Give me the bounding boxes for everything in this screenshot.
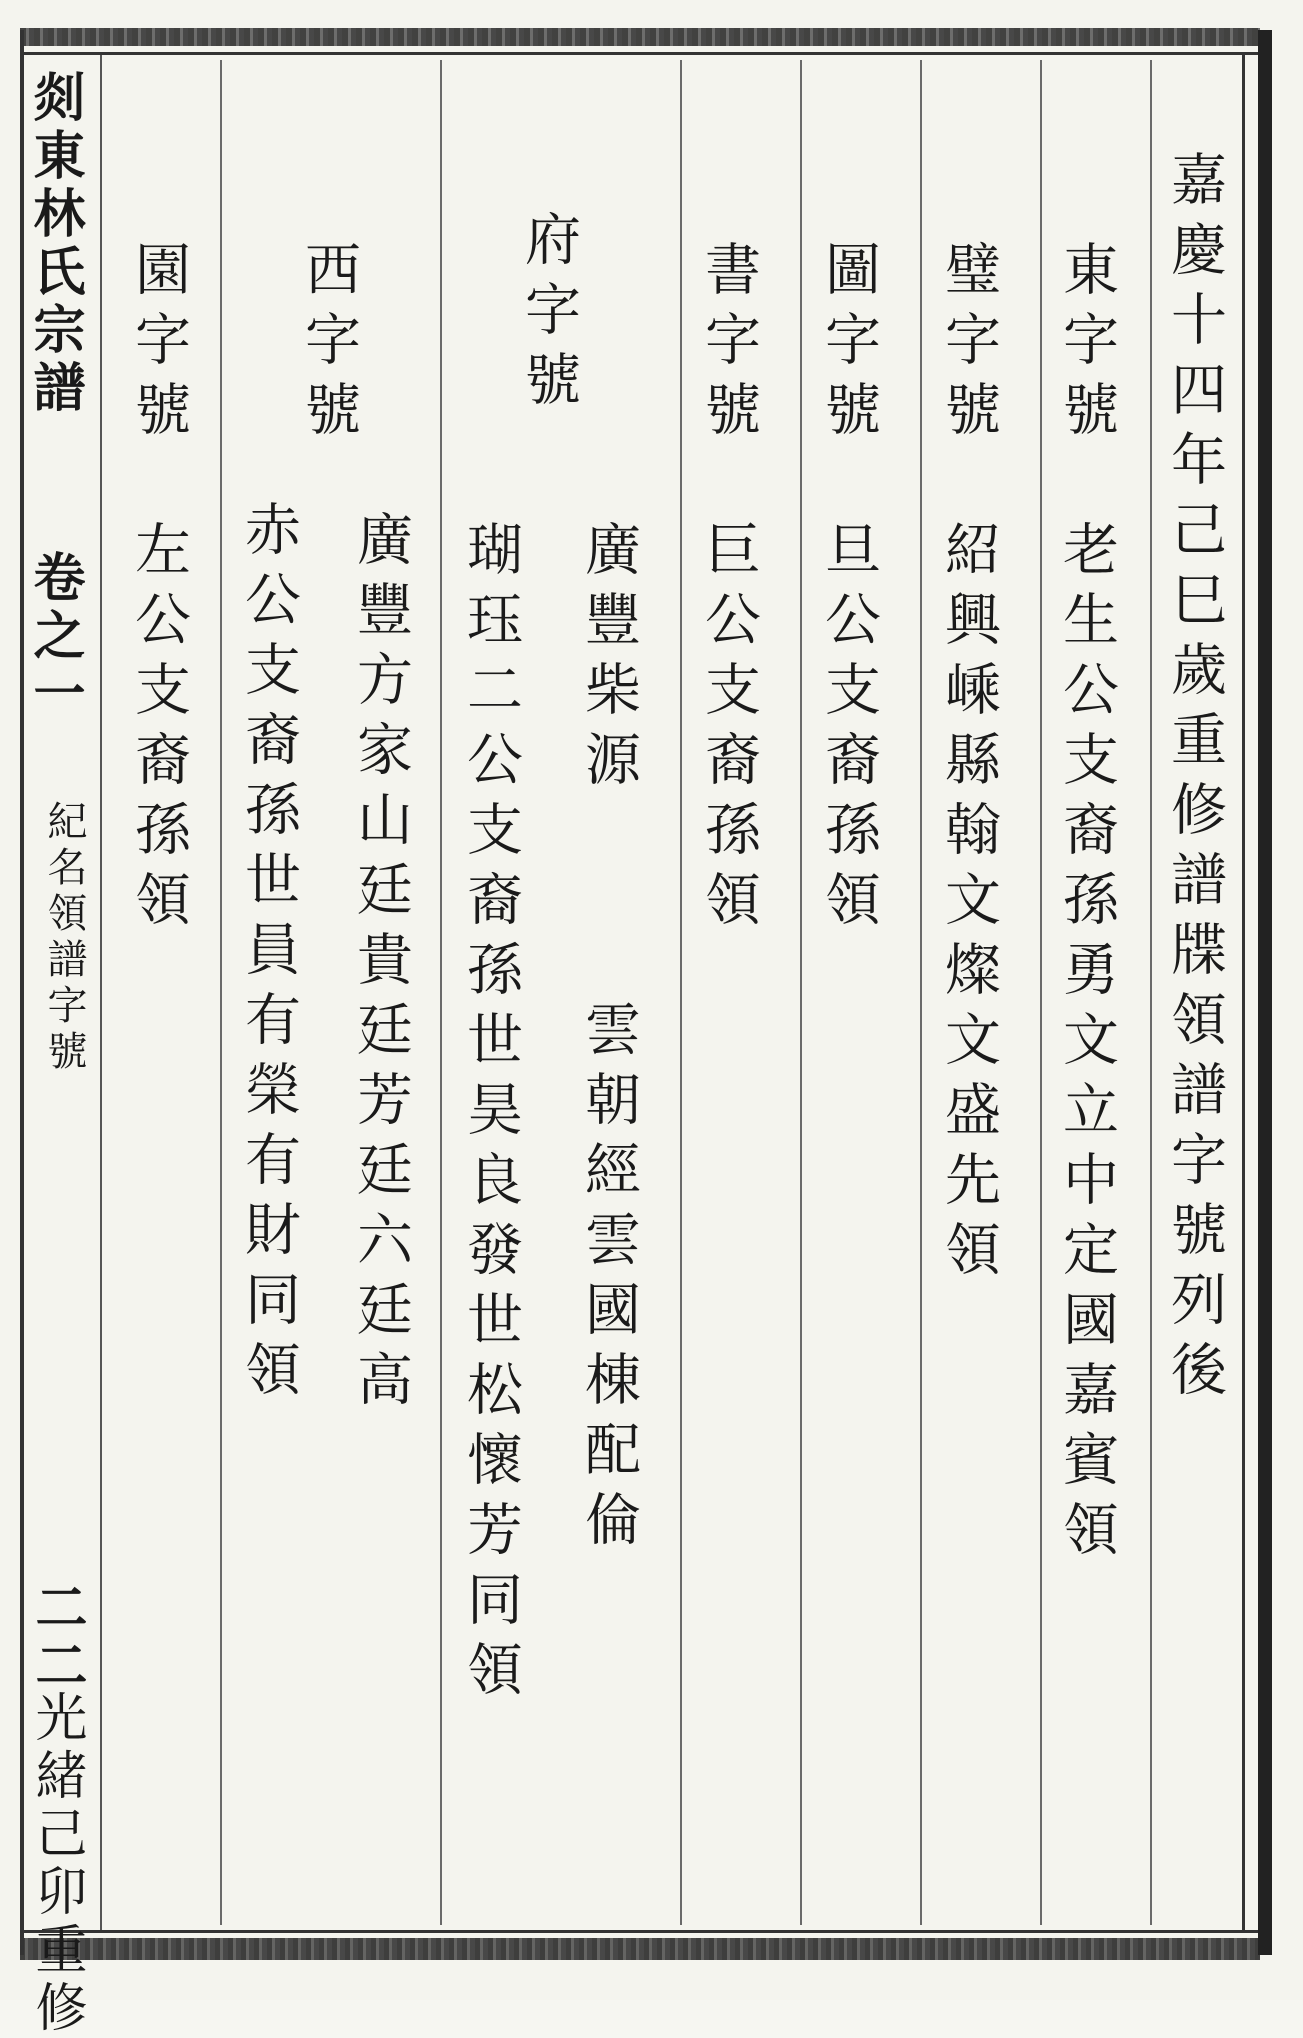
column-rule: [680, 60, 682, 1925]
volume-label: 卷之一: [24, 550, 85, 724]
entry-mark: 園字號: [126, 240, 191, 450]
section-label: 紀名領譜字號: [41, 800, 87, 1076]
top-border-rule: [20, 52, 1260, 55]
entry-mark: 府字號: [516, 210, 581, 420]
edition-label: 光緒己卯重修: [26, 1690, 86, 2038]
column-rule: [800, 60, 802, 1925]
entry-mark: 西字號: [296, 240, 361, 450]
entry-text: 雲朝經雲國棟配倫: [576, 1000, 641, 1560]
entry-mark: 圖字號: [816, 240, 881, 450]
entry-text: 瑚珏二公支裔孫世昊良發世松懷芳同領: [458, 520, 523, 1710]
bottom-border: [20, 1938, 1260, 1960]
column-rule: [440, 60, 442, 1925]
entry-text: 左公支裔孫領: [126, 520, 191, 940]
entry-mark: 書字號: [696, 240, 761, 450]
entry-text: 紹興嵊縣翰文燦文盛先領: [936, 520, 1001, 1290]
title-line: 嘉慶十四年己巳歲重修譜牒領譜字號列後: [1162, 150, 1227, 1410]
entry-text: 廣豐方家山廷貴廷芳廷六廷高: [348, 510, 413, 1420]
entry-text: 巨公支裔孫領: [696, 520, 761, 940]
margin-column-rule: [100, 55, 102, 1930]
right-border-rule: [1242, 52, 1245, 1932]
entry-mark: 璧字號: [936, 240, 1001, 450]
entry-text: 旦公支裔孫領: [816, 520, 881, 940]
column-rule: [1150, 60, 1152, 1925]
column-rule: [920, 60, 922, 1925]
bottom-border-rule: [20, 1930, 1260, 1933]
page-number: 二二: [26, 1580, 87, 1696]
entry-text: 老生公支裔孫勇文立中定國嘉賓領: [1054, 520, 1119, 1570]
entry-text: 廣豐柴源: [576, 520, 641, 800]
column-rule: [220, 60, 222, 1925]
book-title: 剡東林氏宗譜: [24, 70, 85, 418]
right-border: [1258, 30, 1272, 1955]
column-rule: [1040, 60, 1042, 1925]
entry-mark: 東字號: [1054, 240, 1119, 450]
entry-text: 赤公支裔孫世員有榮有財同領: [236, 500, 301, 1410]
top-border: [20, 28, 1260, 46]
